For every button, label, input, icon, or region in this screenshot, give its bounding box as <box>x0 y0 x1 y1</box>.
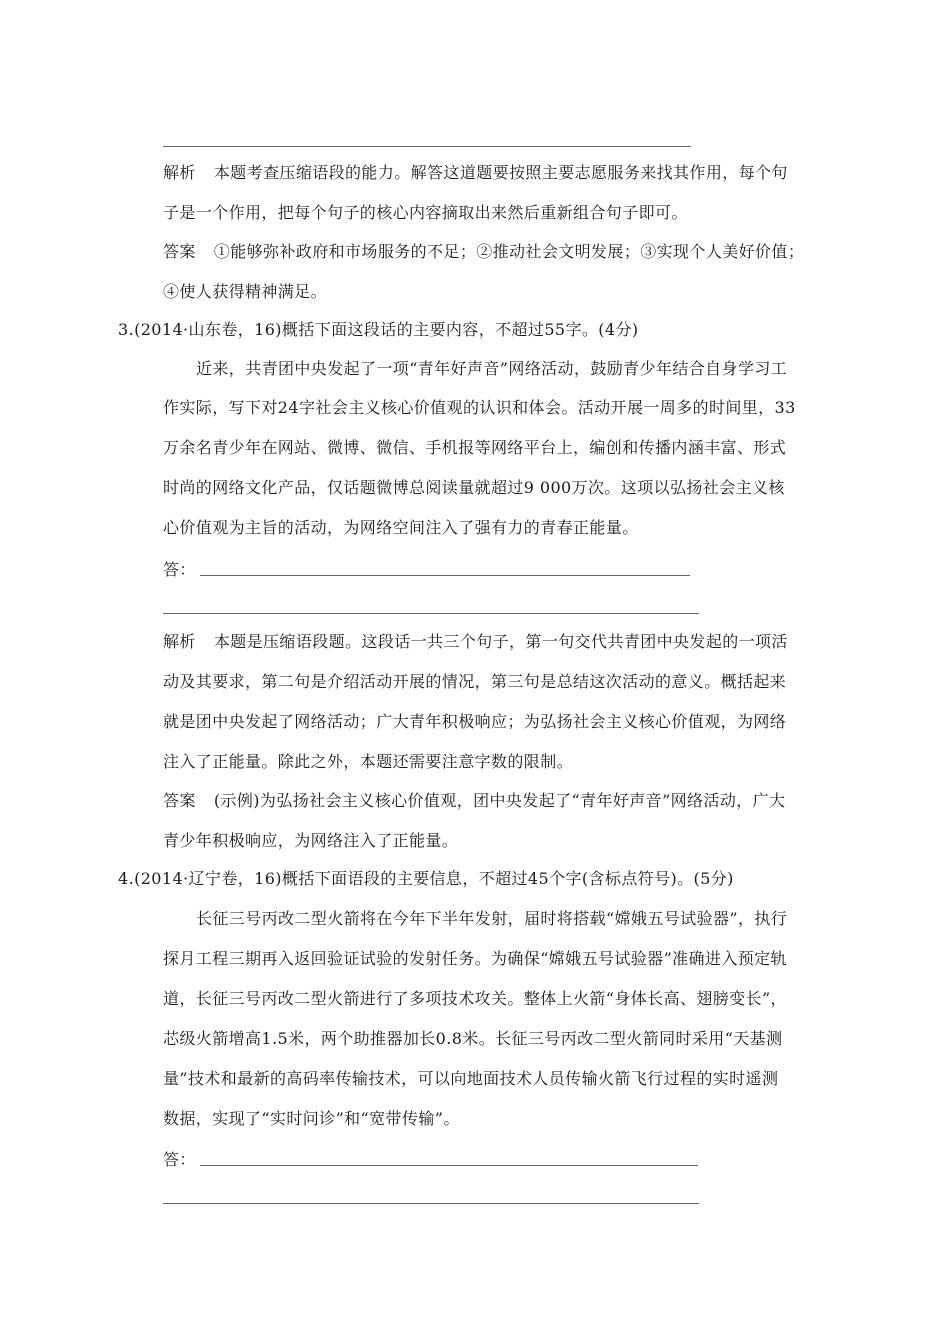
passage-line: 数据，实现了“实时问诊”和“宽带传输”。 <box>163 1109 460 1128</box>
answer-label: 答案 <box>163 791 196 810</box>
answer-blank-line[interactable] <box>200 575 690 576</box>
passage-line: 道，长征三号丙改二型火箭进行了多项技术攻关。整体上火箭“身体长高、翅膀变长”， <box>163 989 787 1008</box>
analysis-line: 就是团中央发起了网络活动；广大青年积极响应；为弘扬社会主义核心价值观，为网络 <box>163 712 787 731</box>
answer-blank-line[interactable] <box>163 613 699 614</box>
analysis-line: 子是一个作用，把每个句子的核心内容摘取出来然后重新组合句子即可。 <box>163 203 688 222</box>
passage-line: 近来，共青团中央发起了一项“青年好声音”网络活动，鼓励青少年结合自身学习工 <box>196 359 788 378</box>
answer-line: 青少年积极响应，为网络注入了正能量。 <box>163 831 459 850</box>
analysis-label: 解析 <box>163 632 196 651</box>
answer-blank-line[interactable] <box>163 1203 699 1204</box>
analysis-line: 注入了正能量。除此之外，本题还需要注意字数的限制。 <box>163 752 574 771</box>
answer-prompt: 答： <box>163 1150 196 1169</box>
passage-line: 长征三号丙改二型火箭将在今年下半年发射，届时将搭载“嫦娥五号试验器”，执行 <box>196 909 788 928</box>
analysis-line: 解析 本题考查压缩语段的能力。解答这道题要按照主要志愿服务来找其作用，每个句 <box>163 163 788 182</box>
answer-line: ④使人获得精神满足。 <box>163 282 328 301</box>
passage-line: 作实际，写下对24字社会主义核心价值观的认识和体会。活动开展一周多的时间里，33 <box>163 398 796 417</box>
answer-blank-line[interactable] <box>200 1165 698 1166</box>
passage-line: 万余名青少年在网站、微博、微信、手机报等网络平台上，编创和传播内涵丰富、形式 <box>163 438 787 457</box>
analysis-label: 解析 <box>163 163 196 182</box>
analysis-line: 动及其要求，第二句是介绍活动开展的情况，第三句是总结这次活动的意义。概括起来 <box>163 672 787 691</box>
answer-blank-line <box>163 146 691 147</box>
passage-line: 心价值观为主旨的活动，为网络空间注入了强有力的青春正能量。 <box>163 518 639 537</box>
answer-prompt: 答： <box>163 560 196 579</box>
answer-label: 答案 <box>163 242 196 261</box>
analysis-line: 解析 本题是压缩语段题。这段话一共三个句子，第一句交代共青团中央发起的一项活 <box>163 632 788 651</box>
passage-line: 探月工程三期再入返回验证试验的发射任务。为确保“嫦娥五号试验器”准确进入预定轨 <box>163 949 787 968</box>
answer-line: 答案 (示例)为弘扬社会主义核心价值观，团中央发起了“青年好声音”网络活动，广大 <box>163 791 786 810</box>
question-stem: 3.(2014·山东卷，16)概括下面这段话的主要内容，不超过55字。(4分) <box>118 320 639 339</box>
answer-line: 答案 ①能够弥补政府和市场服务的不足；②推动社会文明发展；③实现个人美好价值； <box>163 242 805 261</box>
question-stem: 4.(2014·辽宁卷，16)概括下面语段的主要信息，不超过45个字(含标点符号)。(5分) <box>118 869 734 888</box>
passage-line: 芯级火箭增高1.5米，两个助推器加长0.8米。长征三号丙改二型火箭同时采用“天基测 <box>163 1029 783 1048</box>
passage-line: 时尚的网络文化产品，仅话题微博总阅读量就超过9 000万次。这项以弘扬社会主义核 <box>163 478 785 497</box>
passage-line: 量”技术和最新的高码率传输技术，可以向地面技术人员传输火箭飞行过程的实时遥测 <box>163 1069 779 1088</box>
